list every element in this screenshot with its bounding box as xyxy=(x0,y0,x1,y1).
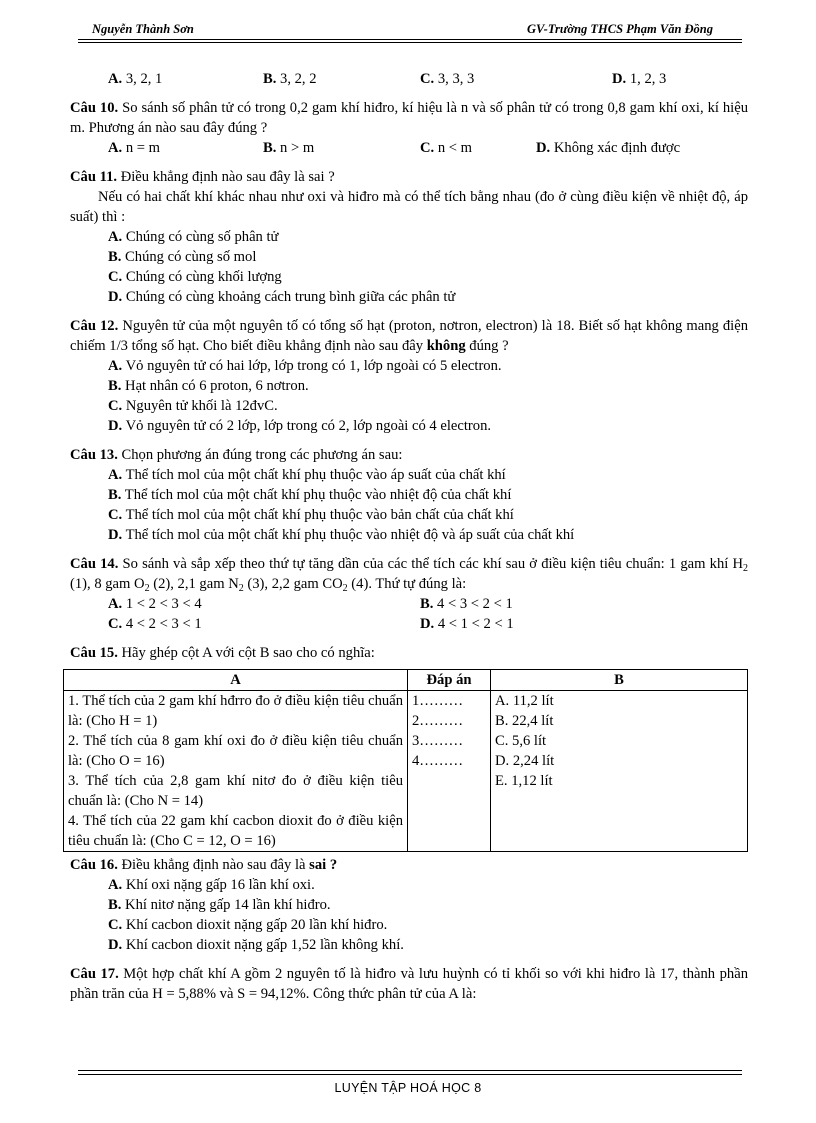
option-d: D. Không xác định được xyxy=(536,140,681,156)
question-17: Câu 17. Một hợp chất khí A gồm 2 nguyên tố là hiđro và lưu huỳnh có tỉ khối so với khi hiđro là 17, thành phần phần trăn của H = 5,88% và S = 94,12%. Công thức phân tử của A là: xyxy=(70,966,748,1002)
option-b: B. Chúng có cùng số mol xyxy=(108,249,257,265)
option-d: D. Vỏ nguyên tử có 2 lớp, lớp trong có 2, lớp ngoài có 4 electron. xyxy=(108,418,492,434)
question-11: Câu 11. Điều khẳng định nào sau đây là sai ? xyxy=(70,169,335,185)
answer-blank-4: 4……… xyxy=(412,753,464,769)
choice-a: A. 11,2 lít xyxy=(495,693,554,709)
option-b: B. Thể tích mol của một chất khí phụ thuộc vào nhiệt độ của chất khí xyxy=(108,487,512,503)
question-15: Câu 15. Hãy ghép cột A với cột B sao cho có nghĩa: xyxy=(70,645,375,661)
q14-options-row2 xyxy=(70,614,748,634)
question-14: Câu 14. So sánh và sắp xếp theo thứ tự tăng dần của các thể tích các khí sau ở điều kiện tiêu chuẩn: 1 gam khí $H_2$ (1), 8 gam $O_2$ (2), 2,1 gam $N_2$ (3), 2,2 gam $CO_2$ (4). Thứ tự đúng là: xyxy=(70,556,749,594)
option-d: D. Thể tích mol của một chất khí phụ thuộc vào nhiệt độ và áp suất của chất khí xyxy=(108,527,575,543)
choice-c: C. 5,6 lít xyxy=(495,733,547,749)
option-c: C. Thể tích mol của một chất khí phụ thuộc vào bản chất của chất khí xyxy=(108,507,514,523)
option-d: D. Chúng có cùng khoảng cách trung bình giữa các phân tử xyxy=(108,289,456,305)
choice-e: E. 1,12 lít xyxy=(495,773,553,789)
option-c: C. 3, 3, 3 xyxy=(420,71,475,87)
option-c: C. Chúng có cùng khối lượng xyxy=(108,269,282,285)
answer-blank-1: 1……… xyxy=(412,693,464,709)
answer-column-cell xyxy=(408,691,491,852)
header-rule xyxy=(78,39,742,40)
option-a: A. n = m xyxy=(108,140,161,156)
option-c: C. 4 < 2 < 3 < 1 xyxy=(108,616,202,632)
footer-rule-double xyxy=(78,1074,742,1075)
column-b-header: B xyxy=(491,670,748,691)
option-b: B. 4 < 3 < 2 < 1 xyxy=(420,596,513,612)
option-d: D. 1, 2, 3 xyxy=(612,71,667,87)
choice-b: B. 22,4 lít xyxy=(495,713,554,729)
option-b: B. Khí nitơ nặng gấp 14 lần khí hiđro. xyxy=(108,897,331,913)
footer-rule xyxy=(78,1070,742,1071)
option-a: A. Thể tích mol của một chất khí phụ thuộc vào áp suất của chất khí xyxy=(108,467,506,483)
option-c: C. n < m xyxy=(420,140,473,156)
header-school: GV-Trường THCS Phạm Văn Đồng xyxy=(527,22,713,36)
choice-d: D. 2,24 lít xyxy=(495,753,555,769)
question-11-body: Nếu có hai chất khí khác nhau như oxi và hiđro mà có thể tích bằng nhau (đo ở cùng điều kiện về nhiệt độ, áp suất) thì : xyxy=(70,189,748,225)
question-10: Câu 10. So sánh số phân tử có trong 0,2 gam khí hiđro, kí hiệu là n và số phân tử có trong 0,8 gam khí oxi, kí hiệu m. Phương án nào sau đây đúng ? xyxy=(70,100,749,136)
option-a: A. Chúng có cùng số phân tử xyxy=(108,229,279,245)
column-a-header: A xyxy=(64,670,408,691)
statement-3: 3. Thể tích của 2,8 gam khí nitơ đo ở điều kiện tiêu chuẩn là: (Cho N = 14) xyxy=(68,773,403,809)
statement-4: 4. Thể tích của 22 gam khí cacbon dioxit đo ở điều kiện tiêu chuẩn là: (Cho C = 12, O = 16) xyxy=(68,813,403,849)
question-16: Câu 16. Điều khẳng định nào sau đây là sai ? xyxy=(70,857,338,873)
answer-blank-2: 2……… xyxy=(412,713,464,729)
q9-options xyxy=(70,69,748,89)
header-rule-double xyxy=(78,42,742,43)
answer-column-header: Đáp án xyxy=(408,670,491,691)
page-content xyxy=(70,69,748,1004)
column-b-cell xyxy=(491,691,748,852)
footer-title: LUYỆN TẬP HOÁ HỌC 8 xyxy=(334,1081,482,1095)
option-a: A. Vỏ nguyên tử có hai lớp, lớp trong có 1, lớp ngoài có 5 electron. xyxy=(108,358,502,374)
option-b: B. 3, 2, 2 xyxy=(263,71,317,87)
option-c: C. Khí cacbon dioxit nặng gấp 20 lần khí hiđro. xyxy=(108,917,388,933)
statement-2: 2. Thể tích của 8 gam khí oxi đo ở điều kiện tiêu chuẩn là: (Cho O = 16) xyxy=(68,733,403,769)
option-a: A. Khí oxi nặng gấp 16 lần khí oxi. xyxy=(108,877,315,893)
option-c: C. Nguyên tử khối là 12đvC. xyxy=(108,398,278,414)
header-author: Nguyễn Thành Sơn xyxy=(92,22,194,36)
question-13: Câu 13. Chọn phương án đúng trong các phương án sau: xyxy=(70,447,403,463)
q14-options-row1 xyxy=(70,594,748,614)
option-d: D. 4 < 1 < 2 < 1 xyxy=(420,616,514,632)
statement-1: 1. Thể tích của 2 gam khí hđrro đo ở điều kiện tiêu chuẩn là: (Cho H = 1) xyxy=(68,693,403,729)
q10-options xyxy=(70,138,748,158)
column-a-cell xyxy=(64,691,408,852)
option-b: B. n > m xyxy=(263,140,315,156)
question-12: Câu 12. Nguyên tử của một nguyên tố có tổng số hạt (proton, nơtron, electron) là 18. Biết số hạt không mang điện chiếm 1/3 tổng số hạt. Cho biết điều khẳng định nào sau đây không đúng ? xyxy=(70,318,749,354)
matching-table xyxy=(63,669,748,852)
option-d: D. Khí cacbon dioxit nặng gấp 1,52 lần không khí. xyxy=(108,937,404,953)
option-a: A. 3, 2, 1 xyxy=(108,71,163,87)
answer-blank-3: 3……… xyxy=(412,733,464,749)
option-b: B. Hạt nhân có 6 proton, 6 nơtron. xyxy=(108,378,309,394)
option-a: A. 1 < 2 < 3 < 4 xyxy=(108,596,202,612)
